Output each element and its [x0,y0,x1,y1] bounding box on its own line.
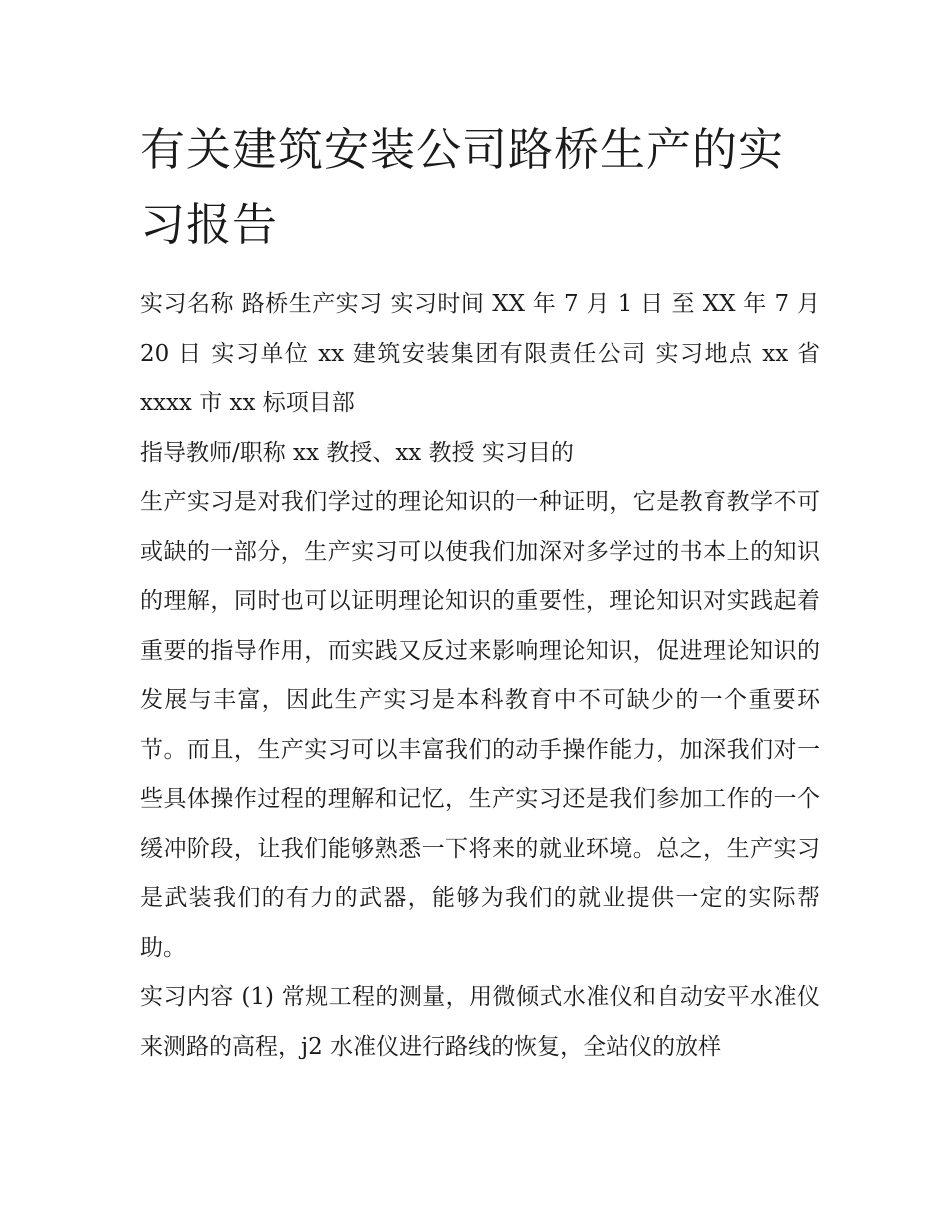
instructor-paragraph: 指导教师/职称 xx 教授、xx 教授 实习目的 [140,439,574,466]
content-paragraph: 实习内容 (1) 常规工程的测量，用微倾式水准仪和自动安平水准仪来测路的高程，j2 水准仪进行路线的恢复，全站仪的放样 [140,984,820,1060]
internship-info-paragraph: 实习名称 路桥生产实习 实习时间 XX 年 7 月 1 日 至 XX 年 7 月 20 日 实习单位 xx 建筑安装集团有限责任公司 实习地点 xx 省 xxxx 市 xx 标项目部 [140,291,820,416]
purpose-paragraph: 生产实习是对我们学过的理论知识的一种证明，它是教育教学不可或缺的一部分，生产实习可以使我们加深对多学过的书本上的知识的理解，同时也可以证明理论知识的重要性，理论知识对实践起着重要的指导作用，而实践又反过来影响理论知识，促进理论知识的发展与丰富，因此生产实习是本科教育中不可缺少的一个重要环节。而且，生产实习可以丰富我们的动手操作能力，加深我们对一些具体操作过程的理解和记忆，生产实习还是我们参加工作的一个缓冲阶段，让我们能够熟悉一下将来的就业环境。总之，生产实习是武装我们的有力的武器，能够为我们的就业提供一定的实际帮助。 [140,489,820,961]
document-body [140,280,820,1072]
document-title: 有关建筑安装公司路桥生产的实习报告 [140,123,785,251]
